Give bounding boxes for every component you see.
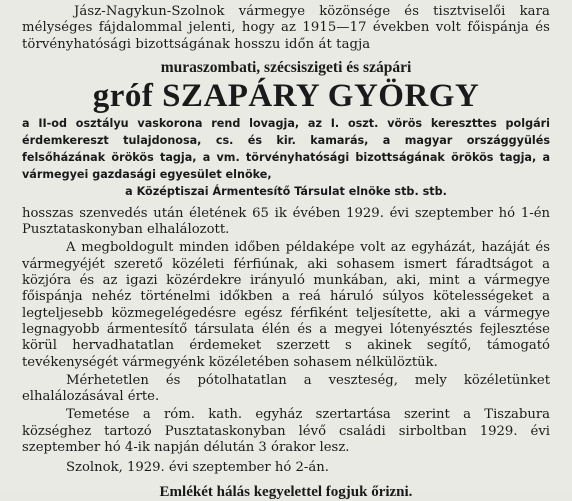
intro-paragraph: Jász-Nagykun-Szolnok vármegye közönsége és tisztviselői kara mélységes fájdalommal jelenti, hogy az 1915—17 években volt főispánja és törvényhatósági bizottságának hosszu időn át tagja — [22, 4, 550, 52]
funeral-paragraph: Temetése a róm. kath. egyház szertartása szerint a Tiszabura községhez tartozó Pusztataskonyban lévő családi sirboltban 1929. évi szeptember hó 4-ik napján délután 3 órakor lesz. — [22, 407, 550, 456]
tribute-paragraph: A megboldogult minden időben példaképe volt az egyházát, hazáját és vármegyéjét szerető közéleti férfiúnak, aki sohasem ismert fáradtságot a közjóra és az igazi közérdekre irányuló munkában, aki, mint a vármegye főispánja nehéz történelmi időkben a reá háruló súlyos kötelességeket a legteljesebb közmegelégedésre egész férfiként teljesítette, aki a vármegye legnagyobb ármentesítő társulata élén és a megyei lótenyésztés fejlesztése körül hervadhatatlan érdemeket szerzett s akinek segítő, támogató tevékenységét vármegyénk közéletében sohasem nélkülöztük. — [22, 240, 550, 370]
honors-main: a II-od osztályu vaskorona rend lovagja, az I. oszt. vörös kereszttes polgári érdemkereszt tulajdonosa, cs. és kir. kamarás, a magyar országgyülés felsőházának örökös tagja, a vm. törvényhatósági bizottságának örökös tagja, a vármegyei gazdasági egyesület elnöke, — [22, 116, 550, 181]
deceased-name: gróf SZAPÁRY GYÖRGY — [92, 77, 480, 114]
date-place: Szolnok, 1929. évi szeptember hó 2-án. — [66, 460, 329, 476]
death-notice: hosszas szenvedés után életének 65 ik évében 1929. évi szeptember hó 1-én Pusztataskonyban elhalálozott. — [22, 205, 550, 238]
noble-title-line: muraszombati, szécsiszigeti és szápári — [160, 58, 412, 76]
honors-titles — [22, 115, 550, 200]
closing-line: Emlékét hálás kegyelettel fogjuk őrizni. — [159, 483, 413, 500]
loss-paragraph: Mérhetetlen és pótolhatatlan a veszteség, mely közéletünket elhalálozásával érte. — [22, 372, 550, 405]
notice-body — [22, 206, 550, 456]
honors-last: a Középtiszai Ármentesítő Társulat elnöke stb. stb. — [125, 184, 447, 198]
